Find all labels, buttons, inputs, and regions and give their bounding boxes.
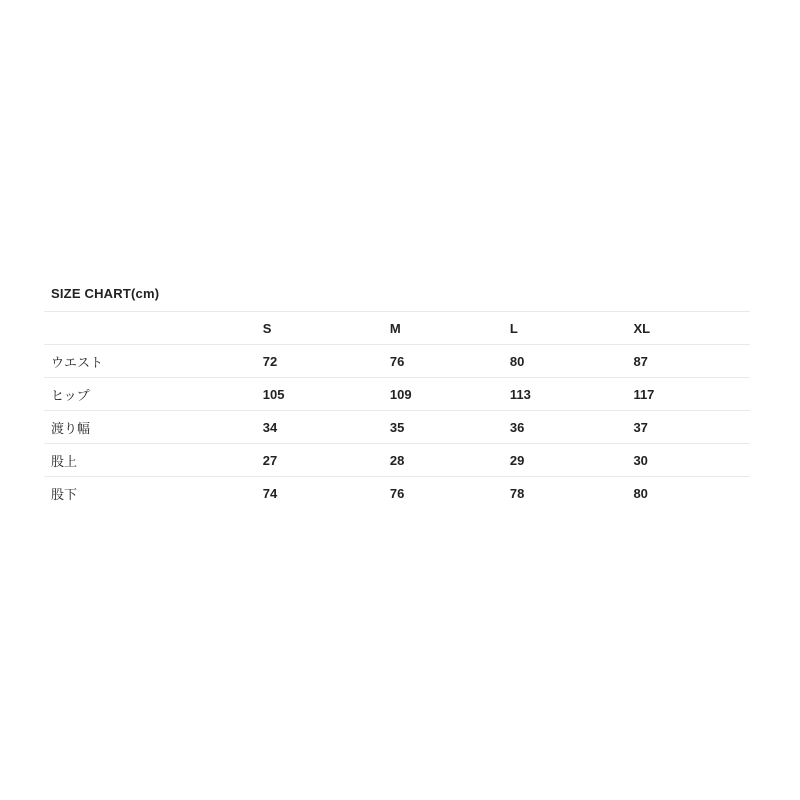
cell-inseam-l: 78 [503,477,627,510]
row-label-waist: ウエスト [44,345,256,378]
row-label-hip: ヒップ [44,378,256,411]
table-row-waist [44,345,750,378]
cell-waist-l: 80 [503,345,627,378]
row-label-inseam: 股下 [44,477,256,510]
cell-thigh-width-m: 35 [383,411,503,444]
size-chart-section [44,286,750,509]
table-row-thigh-width [44,411,750,444]
cell-hip-l: 113 [503,378,627,411]
cell-hip-xl: 117 [626,378,750,411]
cell-waist-s: 72 [256,345,383,378]
table-row-rise [44,444,750,477]
cell-hip-s: 105 [256,378,383,411]
table-row-inseam [44,477,750,510]
header-cell-blank [44,312,256,345]
header-cell-size-l: L [503,312,627,345]
row-label-rise: 股上 [44,444,256,477]
table-row-hip [44,378,750,411]
cell-rise-m: 28 [383,444,503,477]
row-label-thigh-width: 渡り幅 [44,411,256,444]
table-header-row [44,312,750,345]
cell-thigh-width-xl: 37 [626,411,750,444]
cell-hip-m: 109 [383,378,503,411]
header-cell-size-xl: XL [626,312,750,345]
cell-thigh-width-s: 34 [256,411,383,444]
header-cell-size-s: S [256,312,383,345]
cell-rise-xl: 30 [626,444,750,477]
size-chart-title: SIZE CHART(cm) [51,286,160,301]
cell-waist-m: 76 [383,345,503,378]
cell-rise-l: 29 [503,444,627,477]
header-cell-size-m: M [383,312,503,345]
cell-rise-s: 27 [256,444,383,477]
size-chart-table [44,311,750,509]
cell-inseam-m: 76 [383,477,503,510]
cell-inseam-xl: 80 [626,477,750,510]
cell-thigh-width-l: 36 [503,411,627,444]
cell-waist-xl: 87 [626,345,750,378]
cell-inseam-s: 74 [256,477,383,510]
